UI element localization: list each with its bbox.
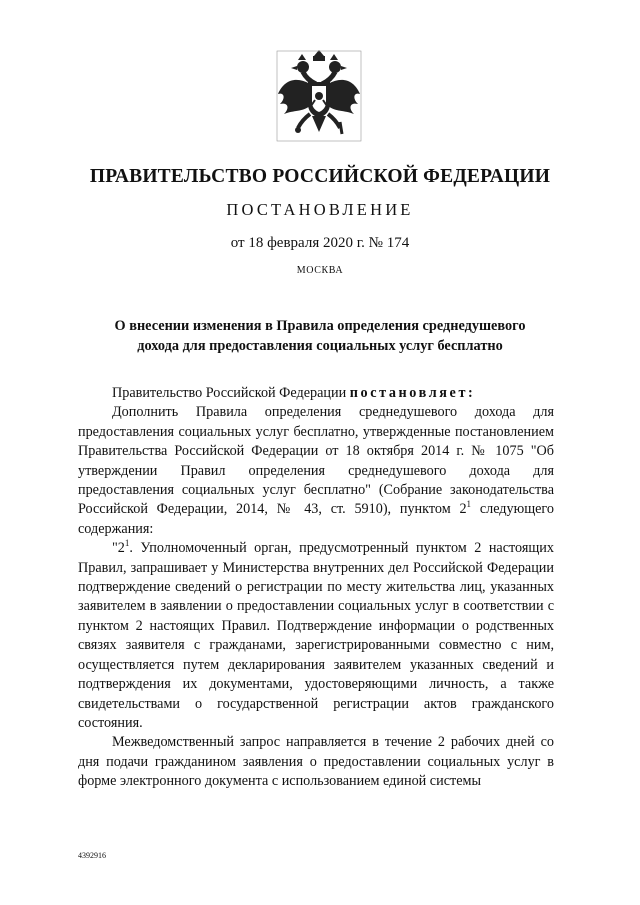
preamble-lead: Правительство Российской Федерации bbox=[112, 385, 350, 401]
amendment-tail: следующего содержания: bbox=[78, 501, 554, 537]
decree-word: постановляет: bbox=[349, 385, 476, 401]
amendment-superscript: 1 bbox=[466, 499, 472, 510]
clause-text: . Уполномоченный орган, предусмотренный пунктом 2 настоящих Правил, запрашивает у Министерства внутренних дел Российской Федерации подтверждение сведений о регистрации по месту жительства лиц, указанных заявителем в заявлении о предоставлении социальных услуг в соответствии с пунктом 2 настоящих Правил. Подтверждение информации о родственных связях заявителя с гражданами, зарегистрированными совместно с ним, осуществляется путем декларирования заявителем указанных сведений и подтверждения их документами, удостоверяющими личность, а также свидетельствами о государственной регистрации актов гражданского состояния. bbox=[78, 540, 554, 731]
title-line-1: О внесении изменения в Правила определения среднедушевого bbox=[114, 318, 526, 334]
paragraph-interagency-request: Межведомственный запрос направляется в течение 2 рабочих дней со дня подачи гражданином заявления о предоставлении социальных услуг в форме электронного документа с использованием единой системы bbox=[78, 734, 554, 790]
clause-number: "2 bbox=[112, 540, 125, 557]
amendment-text: Дополнить Правила определения среднедушевого дохода для предоставления социальных услуг бесплатно, утвержденные постановлением Правительства Российской Федерации от 18 октября 2014 г. № 1075 "Об утверждении Правил определения среднедушевого дохода для предоставления социальных услуг бесплатно" (Собрание законодательства Российской Федерации, 2014, № 43, ст. 5910), пунктом 2 bbox=[78, 404, 554, 518]
double-headed-eagle-icon bbox=[276, 50, 362, 142]
paragraph-preamble bbox=[78, 384, 554, 403]
document-city: МОСКВА bbox=[296, 265, 344, 276]
document-date-number: от 18 февраля 2020 г. № 174 bbox=[230, 235, 410, 251]
paragraph-new-clause bbox=[78, 539, 554, 733]
paragraph-amendment bbox=[78, 403, 554, 539]
document-title bbox=[80, 316, 560, 356]
title-line-2: дохода для предоставления социальных услуг бесплатно bbox=[137, 338, 503, 354]
document-body bbox=[78, 384, 554, 792]
document-id: 4392916 bbox=[78, 851, 106, 860]
document-type: ПОСТАНОВЛЕНИЕ bbox=[226, 200, 414, 219]
government-heading: ПРАВИТЕЛЬСТВО РОССИЙСКОЙ ФЕДЕРАЦИИ bbox=[89, 166, 551, 187]
clause-superscript: 1 bbox=[124, 538, 130, 549]
emblem bbox=[276, 50, 362, 142]
